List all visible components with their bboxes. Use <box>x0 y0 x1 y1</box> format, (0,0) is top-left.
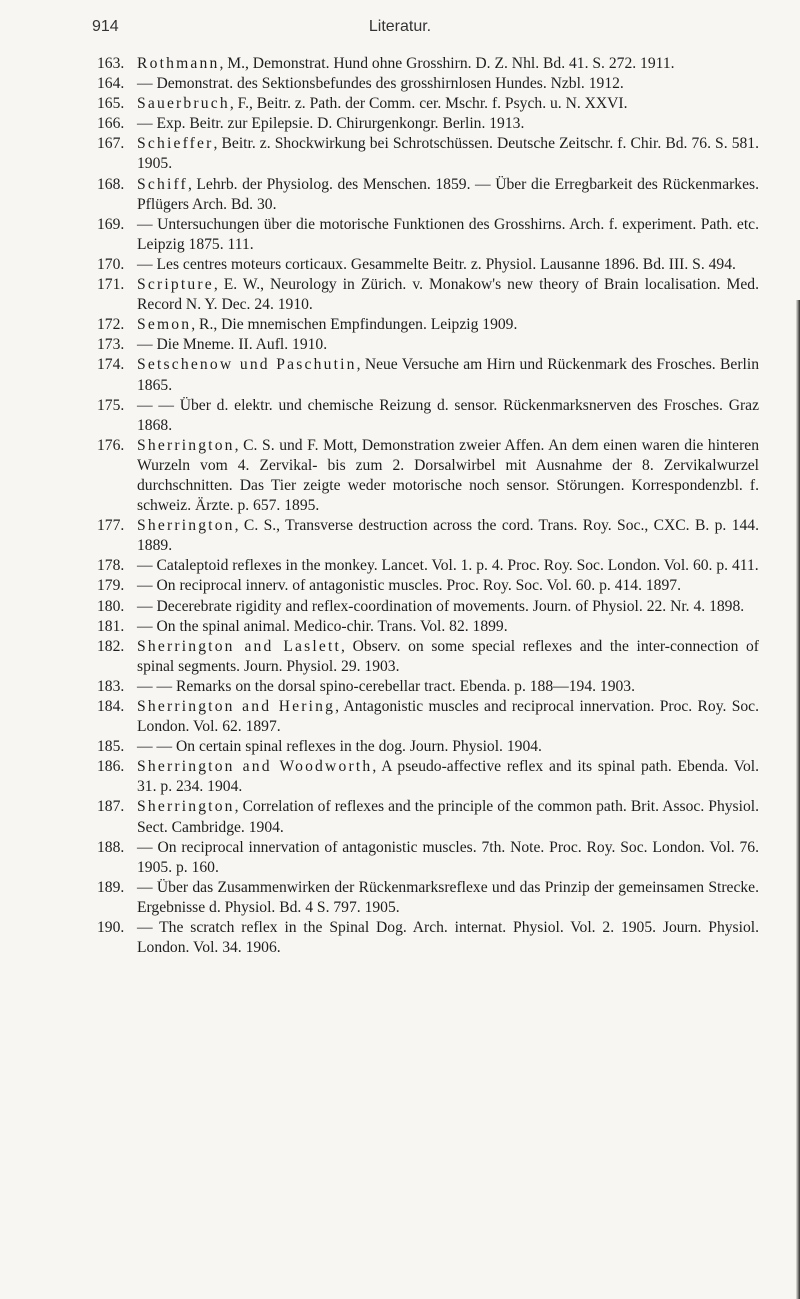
reference-text: , Antagonistic muscles and reciprocal innervation. Proc. Roy. Soc. London. Vol. 62. 1897. <box>137 698 759 736</box>
reference-number: 188. <box>97 838 125 856</box>
reference-entry <box>97 255 759 275</box>
reference-number: 187. <box>97 798 125 816</box>
reference-entry <box>97 315 759 335</box>
reference-text: , Beitr. z. Shockwirkung bei Schrotschüssen. Deutsche Zeitschr. f. Chir. Bd. 76. S. 581. 1905. <box>137 135 759 173</box>
reference-author: Sherrington and Woodworth <box>137 758 373 776</box>
reference-text: , F., Beitr. z. Path. der Comm. cer. Mschr. f. Psych. u. N. XXVI. <box>229 95 628 113</box>
reference-entry <box>97 436 759 516</box>
reference-entry <box>97 697 759 737</box>
page-edge-shadow <box>796 300 800 1299</box>
reference-text: — On reciprocal innervation of antagonistic muscles. 7th. Note. Proc. Roy. Soc. London. Vol. 76. 1905. p. 160. <box>137 838 759 876</box>
reference-author: Sherrington <box>137 517 235 535</box>
reference-number: 169. <box>97 215 125 233</box>
running-head: Literatur. <box>368 18 432 35</box>
reference-text: — Les centres moteurs corticaux. Gesammelte Beitr. z. Physiol. Lausanne 1896. Bd. III. S. 494. <box>137 255 736 273</box>
reference-number: 168. <box>97 175 125 193</box>
reference-author: Rothmann <box>137 55 220 72</box>
reference-number: 175. <box>97 396 125 414</box>
reference-entry <box>97 637 759 677</box>
reference-text: — Untersuchungen über die motorische Funktionen des Grosshirns. Arch. f. experiment. Path. etc. Leipzig 1875. 111. <box>137 215 759 253</box>
reference-author: Sherrington <box>137 436 235 454</box>
reference-number: 180. <box>97 597 125 615</box>
reference-text: — Decerebrate rigidity and reflex-coordination of movements. Journ. of Physiol. 22. Nr. 4. 1898. <box>137 597 745 615</box>
reference-entry <box>97 215 759 255</box>
reference-text: , Correlation of reflexes and the principle of the common path. Brit. Assoc. Physiol. Sect. Cambridge. 1904. <box>137 798 759 836</box>
reference-number: 181. <box>97 617 125 635</box>
reference-number: 190. <box>97 919 125 937</box>
reference-text: , C. S., Transverse destruction across the cord. Trans. Roy. Soc., CXC. B. p. 144. 1889. <box>137 517 759 555</box>
reference-entry <box>97 838 759 878</box>
reference-number: 189. <box>97 878 125 896</box>
reference-entry <box>97 737 759 757</box>
reference-text: — — On certain spinal reflexes in the dog. Journ. Physiol. 1904. <box>137 738 542 756</box>
reference-number: 183. <box>97 677 125 695</box>
reference-entry <box>97 576 759 596</box>
reference-author: Sauerbruch <box>137 95 230 113</box>
reference-text: , C. S. und F. Mott, Demonstration zweier Affen. An dem einen waren die hinteren Wurzeln vom 4. Zervikal- bis zum 2. Dorsalwirbel mit Ausnahme der 8. Zervikalwurzel durchschnitten. Das Tier zeigte weder motorische noch sensor. Störungen. Korrespondenzbl. f. schweiz. Ärzte. p. 657. 1895. <box>137 436 759 515</box>
reference-entry <box>97 556 759 576</box>
reference-text: — The scratch reflex in the Spinal Dog. Arch. internat. Physiol. Vol. 2. 1905. Journ. Physiol. London. Vol. 34. 1906. <box>137 919 759 957</box>
reference-text: — On reciprocal innerv. of antagonistic muscles. Proc. Roy. Soc. Vol. 60. p. 414. 1897. <box>137 577 681 595</box>
reference-entry <box>97 516 759 556</box>
reference-text: — Exp. Beitr. zur Epilepsie. D. Chirurgenkongr. Berlin. 1913. <box>137 115 525 133</box>
reference-number: 185. <box>97 738 125 756</box>
page-header <box>0 14 800 44</box>
reference-number: 182. <box>97 637 125 655</box>
reference-number: 176. <box>97 436 125 454</box>
reference-list <box>97 54 759 958</box>
reference-text: , R., Die mnemischen Empfindungen. Leipzig 1909. <box>191 316 518 334</box>
reference-number: 174. <box>97 356 125 374</box>
reference-author: Scripture <box>137 276 214 294</box>
reference-entry <box>97 275 759 315</box>
reference-entry <box>97 355 759 395</box>
reference-text: — — Remarks on the dorsal spino-cerebellar tract. Ebenda. p. 188—194. 1903. <box>137 677 636 695</box>
reference-entry <box>97 114 759 134</box>
reference-author: Setschenow und Paschutin <box>137 356 357 374</box>
reference-number: 184. <box>97 698 125 715</box>
reference-text: , M., Demonstrat. Hund ohne Grosshirn. D. Z. Nhl. Bd. 41. S. 272. 1911. <box>219 55 675 72</box>
reference-entry <box>97 918 759 958</box>
reference-text: — Über das Zusammenwirken der Rückenmarksreflexe und das Prinzip der gemeinsamen Strecke. Ergebnisse d. Physiol. Bd. 4 S. 797. 1905. <box>137 878 759 916</box>
reference-author: Semon <box>137 316 192 334</box>
reference-number: 173. <box>97 336 125 354</box>
reference-author: Sherrington and Laslett <box>137 637 342 655</box>
reference-author: Sherrington and Hering <box>137 698 336 715</box>
reference-author: Schiff <box>137 175 188 193</box>
reference-number: 186. <box>97 758 125 776</box>
reference-text: , Neue Versuche am Hirn und Rückenmark des Frosches. Berlin 1865. <box>137 356 759 394</box>
reference-text: — Die Mneme. II. Aufl. 1910. <box>137 336 328 354</box>
reference-entry <box>97 878 759 918</box>
reference-number: 165. <box>97 95 125 113</box>
reference-number: 172. <box>97 316 125 334</box>
reference-text: , Observ. on some special reflexes and the inter-connection of spinal segments. Journ. Physiol. 29. 1903. <box>137 637 759 675</box>
reference-entry <box>97 396 759 436</box>
reference-text: , E. W., Neurology in Zürich. v. Monakow's new theory of Brain localisation. Med. Record N. Y. Dec. 24. 1910. <box>137 276 759 314</box>
reference-entry <box>97 677 759 697</box>
reference-number: 178. <box>97 557 125 575</box>
reference-entry <box>97 175 759 215</box>
reference-text: — On the spinal animal. Medico-chir. Trans. Vol. 82. 1899. <box>137 617 508 635</box>
reference-entry <box>97 797 759 837</box>
reference-author: Sherrington <box>137 798 235 816</box>
reference-entry <box>97 335 759 355</box>
reference-number: 167. <box>97 135 125 153</box>
reference-number: 164. <box>97 75 125 93</box>
reference-number: 166. <box>97 115 125 133</box>
reference-entry <box>97 617 759 637</box>
reference-number: 171. <box>97 276 125 294</box>
reference-entry <box>97 597 759 617</box>
reference-entry <box>97 134 759 174</box>
page-number: 914 <box>92 18 119 35</box>
reference-text: — — Über d. elektr. und chemische Reizung d. sensor. Rückenmarksnerven des Frosches. Graz 1868. <box>137 396 759 434</box>
reference-entry <box>97 74 759 94</box>
reference-text: , Lehrb. der Physiolog. des Menschen. 1859. — Über die Erregbarkeit des Rückenmarkes. Pflügers Arch. Bd. 30. <box>137 175 759 213</box>
reference-number: 177. <box>97 517 125 535</box>
reference-text: — Demonstrat. des Sektionsbefundes des grosshirnlosen Hundes. Nzbl. 1912. <box>137 75 624 93</box>
reference-entry <box>97 757 759 797</box>
reference-text: , A pseudo-affective reflex and its spinal path. Ebenda. Vol. 31. p. 234. 1904. <box>137 758 760 796</box>
reference-number: 179. <box>97 577 125 595</box>
reference-entry <box>97 94 759 114</box>
reference-text: — Cataleptoid reflexes in the monkey. Lancet. Vol. 1. p. 4. Proc. Roy. Soc. London. Vol. 60. p. 411. <box>137 557 759 575</box>
reference-author: Schieffer <box>137 135 214 153</box>
reference-entry <box>97 54 759 74</box>
reference-number: 170. <box>97 255 125 273</box>
reference-number: 163. <box>97 55 125 72</box>
